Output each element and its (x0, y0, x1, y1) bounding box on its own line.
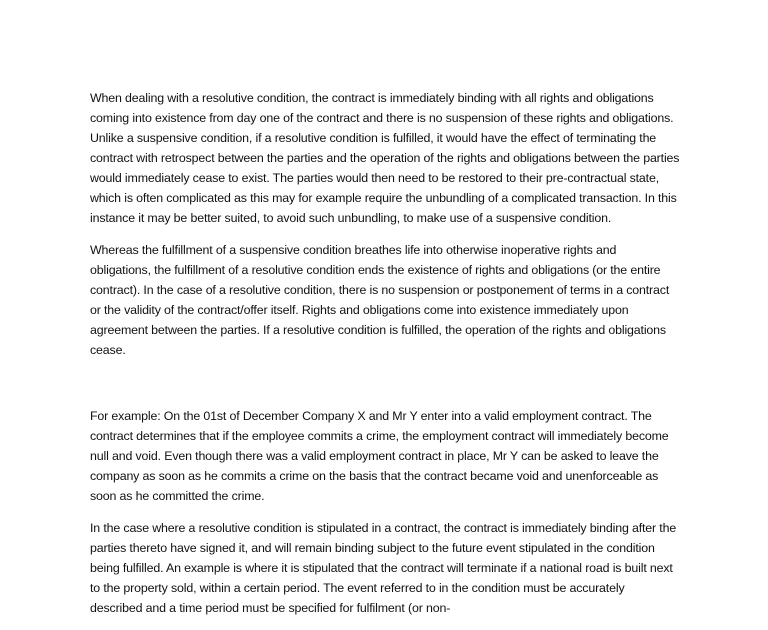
document-body (90, 88, 680, 618)
paragraph-suspensive-vs-resolutive: Whereas the fulfillment of a suspensive condition breathes life into otherwise inoperative rights and obligations, the fulfillment of a resolutive condition ends the existence of rights and obligations (or the entire contract). In the case of a resolutive condition, there is no suspension or postponement of terms in a contract or the validity of the contract/offer itself. Rights and obligations come into existence immediately upon agreement between the parties. If a resolutive condition is fulfilled, the operation of the rights and obligations cease. (90, 243, 670, 357)
paragraph-example: For example: On the 01st of December Company X and Mr Y enter into a valid employment contract. The contract determines that if the employee commits a crime, the employment contract will immediately become null and void. Even though there was a valid employment contract in place, Mr Y can be asked to leave the company as soon as he commits a crime on the basis that the contract became void and unenforceable as soon as he committed the crime. (90, 409, 669, 503)
paragraph-stipulated-condition: In the case where a resolutive condition is stipulated in a contract, the contract is immediately binding after the parties thereto have signed it, and will remain binding subject to the future event stipulated in the condition being fulfilled. An example is where it is stipulated that the contract will terminate if a national road is built next to the property sold, within a certain period. The event referred to in the condition must be accurately described and a time period must be specified for fulfilment (or non- (90, 521, 677, 615)
paragraph-resolutive-condition: When dealing with a resolutive condition, the contract is immediately binding with all rights and obligations coming into existence from day one of the contract and there is no suspension of these rights and obligations. Unlike a suspensive condition, if a resolutive condition is fulfilled, it would have the effect of terminating the contract with retrospect between the parties and the operation of the rights and obligations between the parties would immediately cease to exist. The parties would then need to be restored to their pre-contractual state, which is often complicated as this may for example require the unbundling of a complicated transaction. In this instance it may be better suited, to avoid such unbundling, to make use of a suspensive condition. (90, 91, 680, 225)
